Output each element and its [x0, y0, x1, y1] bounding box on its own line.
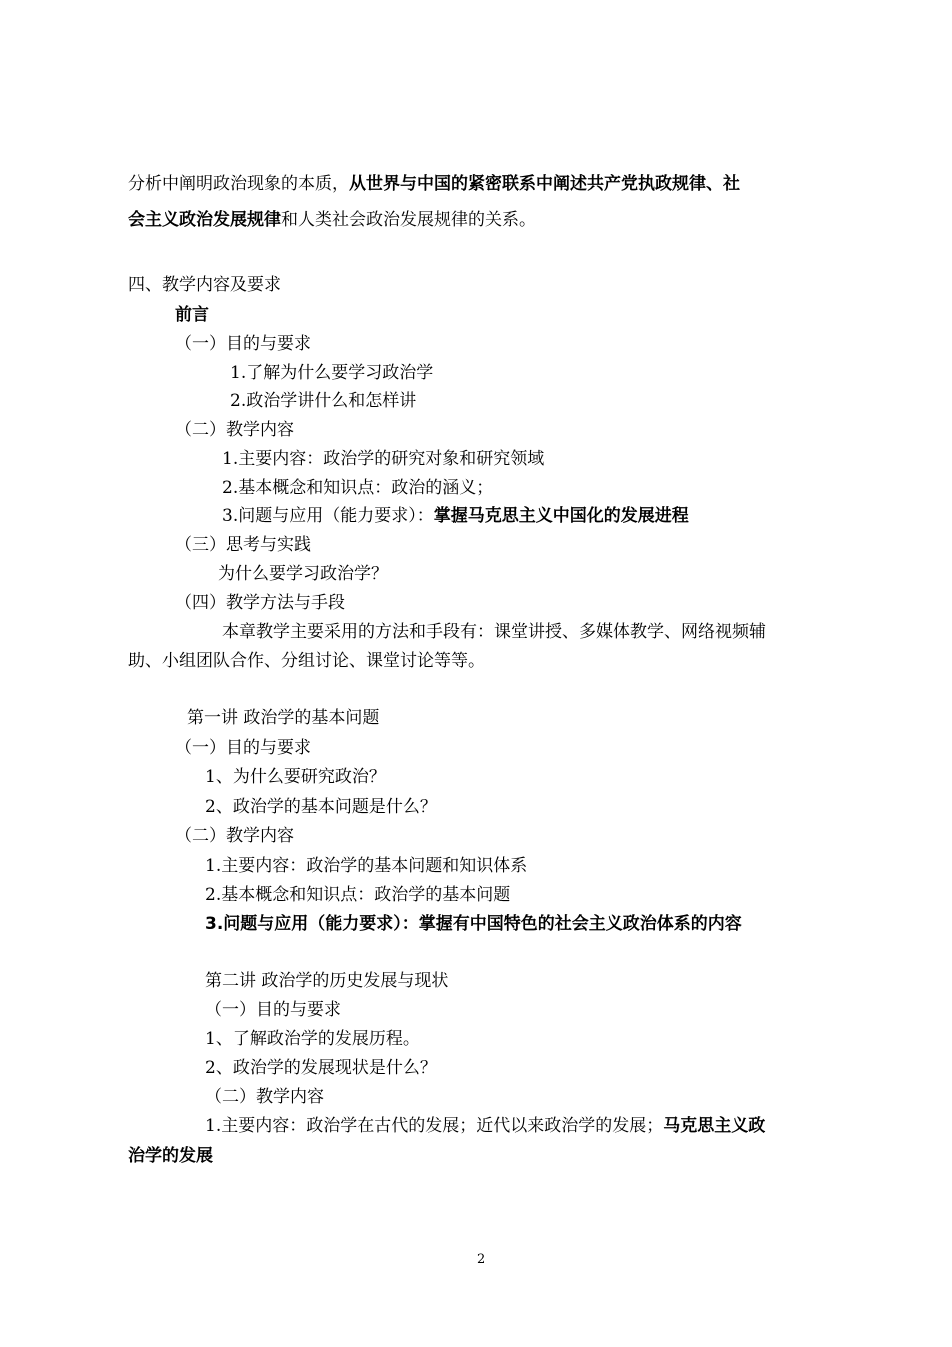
lecture1-goal-heading: （一）目的与要求 [175, 738, 311, 758]
preface-goal-item: 1.了解为什么要学习政治学 [230, 363, 434, 383]
preface-title: 前言 [175, 305, 209, 325]
page-number: 2 [477, 1252, 486, 1267]
intro-text-bold: 从世界与中国的紧密联系中阐述共产党执政规律、社 [349, 174, 740, 194]
lecture2-goal-heading: （一）目的与要求 [205, 1000, 341, 1020]
lecture2-content-item [205, 1118, 765, 1135]
section-heading: 四、教学内容及要求 [128, 275, 281, 295]
preface-method-heading: （四）教学方法与手段 [175, 593, 345, 613]
lecture1-content-heading: （二）教学内容 [175, 826, 294, 846]
preface-practice-heading: （三）思考与实践 [175, 535, 311, 555]
lecture2-content-heading: （二）教学内容 [205, 1087, 324, 1107]
preface-goal-item: 2.政治学讲什么和怎样讲 [230, 391, 417, 411]
preface-content-item [222, 508, 689, 525]
lecture2-goal-item: 2、政治学的发展现状是什么？ [205, 1058, 437, 1078]
lecture1-content-item-emphasis: 3.问题与应用（能力要求）：掌握有中国特色的社会主义政治体系的内容 [205, 914, 742, 934]
preface-method-line: 助、小组团队合作、分组讨论、课堂讨论等等。 [128, 651, 485, 671]
preface-content-item: 2.基本概念和知识点：政治的涵义； [222, 478, 494, 498]
lecture1-goal-item: 1、为什么要研究政治？ [205, 767, 386, 787]
intro-text-bold-cont: 会主义政治发展规律 [128, 210, 281, 230]
preface-content-item: 1.主要内容：政治学的研究对象和研究领域 [222, 449, 545, 469]
lecture1-goal-item: 2、政治学的基本问题是什么？ [205, 797, 437, 817]
preface-method-line: 本章教学主要采用的方法和手段有：课堂讲授、多媒体教学、网络视频辅 [222, 622, 766, 642]
preface-item3-label: 3.问题与应用（能力要求）： [222, 506, 434, 526]
lecture1-title: 第一讲 政治学的基本问题 [187, 708, 380, 728]
intro-text-normal-cont: 和人类社会政治发展规律的关系。 [281, 210, 536, 230]
lecture1-content-item: 2.基本概念和知识点：政治学的基本问题 [205, 885, 511, 905]
lecture2-item1-emphasis-cont: 治学的发展 [128, 1146, 213, 1166]
lecture2-title: 第二讲 政治学的历史发展与现状 [205, 971, 449, 991]
lecture2-item1-emphasis: 马克思主义政 [663, 1116, 766, 1136]
intro-paragraph-line2 [128, 212, 536, 229]
intro-paragraph-line1 [128, 176, 740, 193]
lecture2-item1-text: 1.主要内容：政治学在古代的发展；近代以来政治学的发展； [205, 1116, 664, 1136]
preface-content-heading: （二）教学内容 [175, 420, 294, 440]
intro-text-normal: 分析中阐明政治现象的本质， [128, 174, 349, 194]
lecture2-goal-item: 1、了解政治学的发展历程。 [205, 1029, 420, 1049]
preface-practice-item: 为什么要学习政治学？ [218, 564, 388, 584]
preface-goal-heading: （一）目的与要求 [175, 334, 311, 354]
lecture1-content-item: 1.主要内容：政治学的基本问题和知识体系 [205, 856, 528, 876]
preface-item3-emphasis: 掌握马克思主义中国化的发展进程 [433, 506, 689, 526]
